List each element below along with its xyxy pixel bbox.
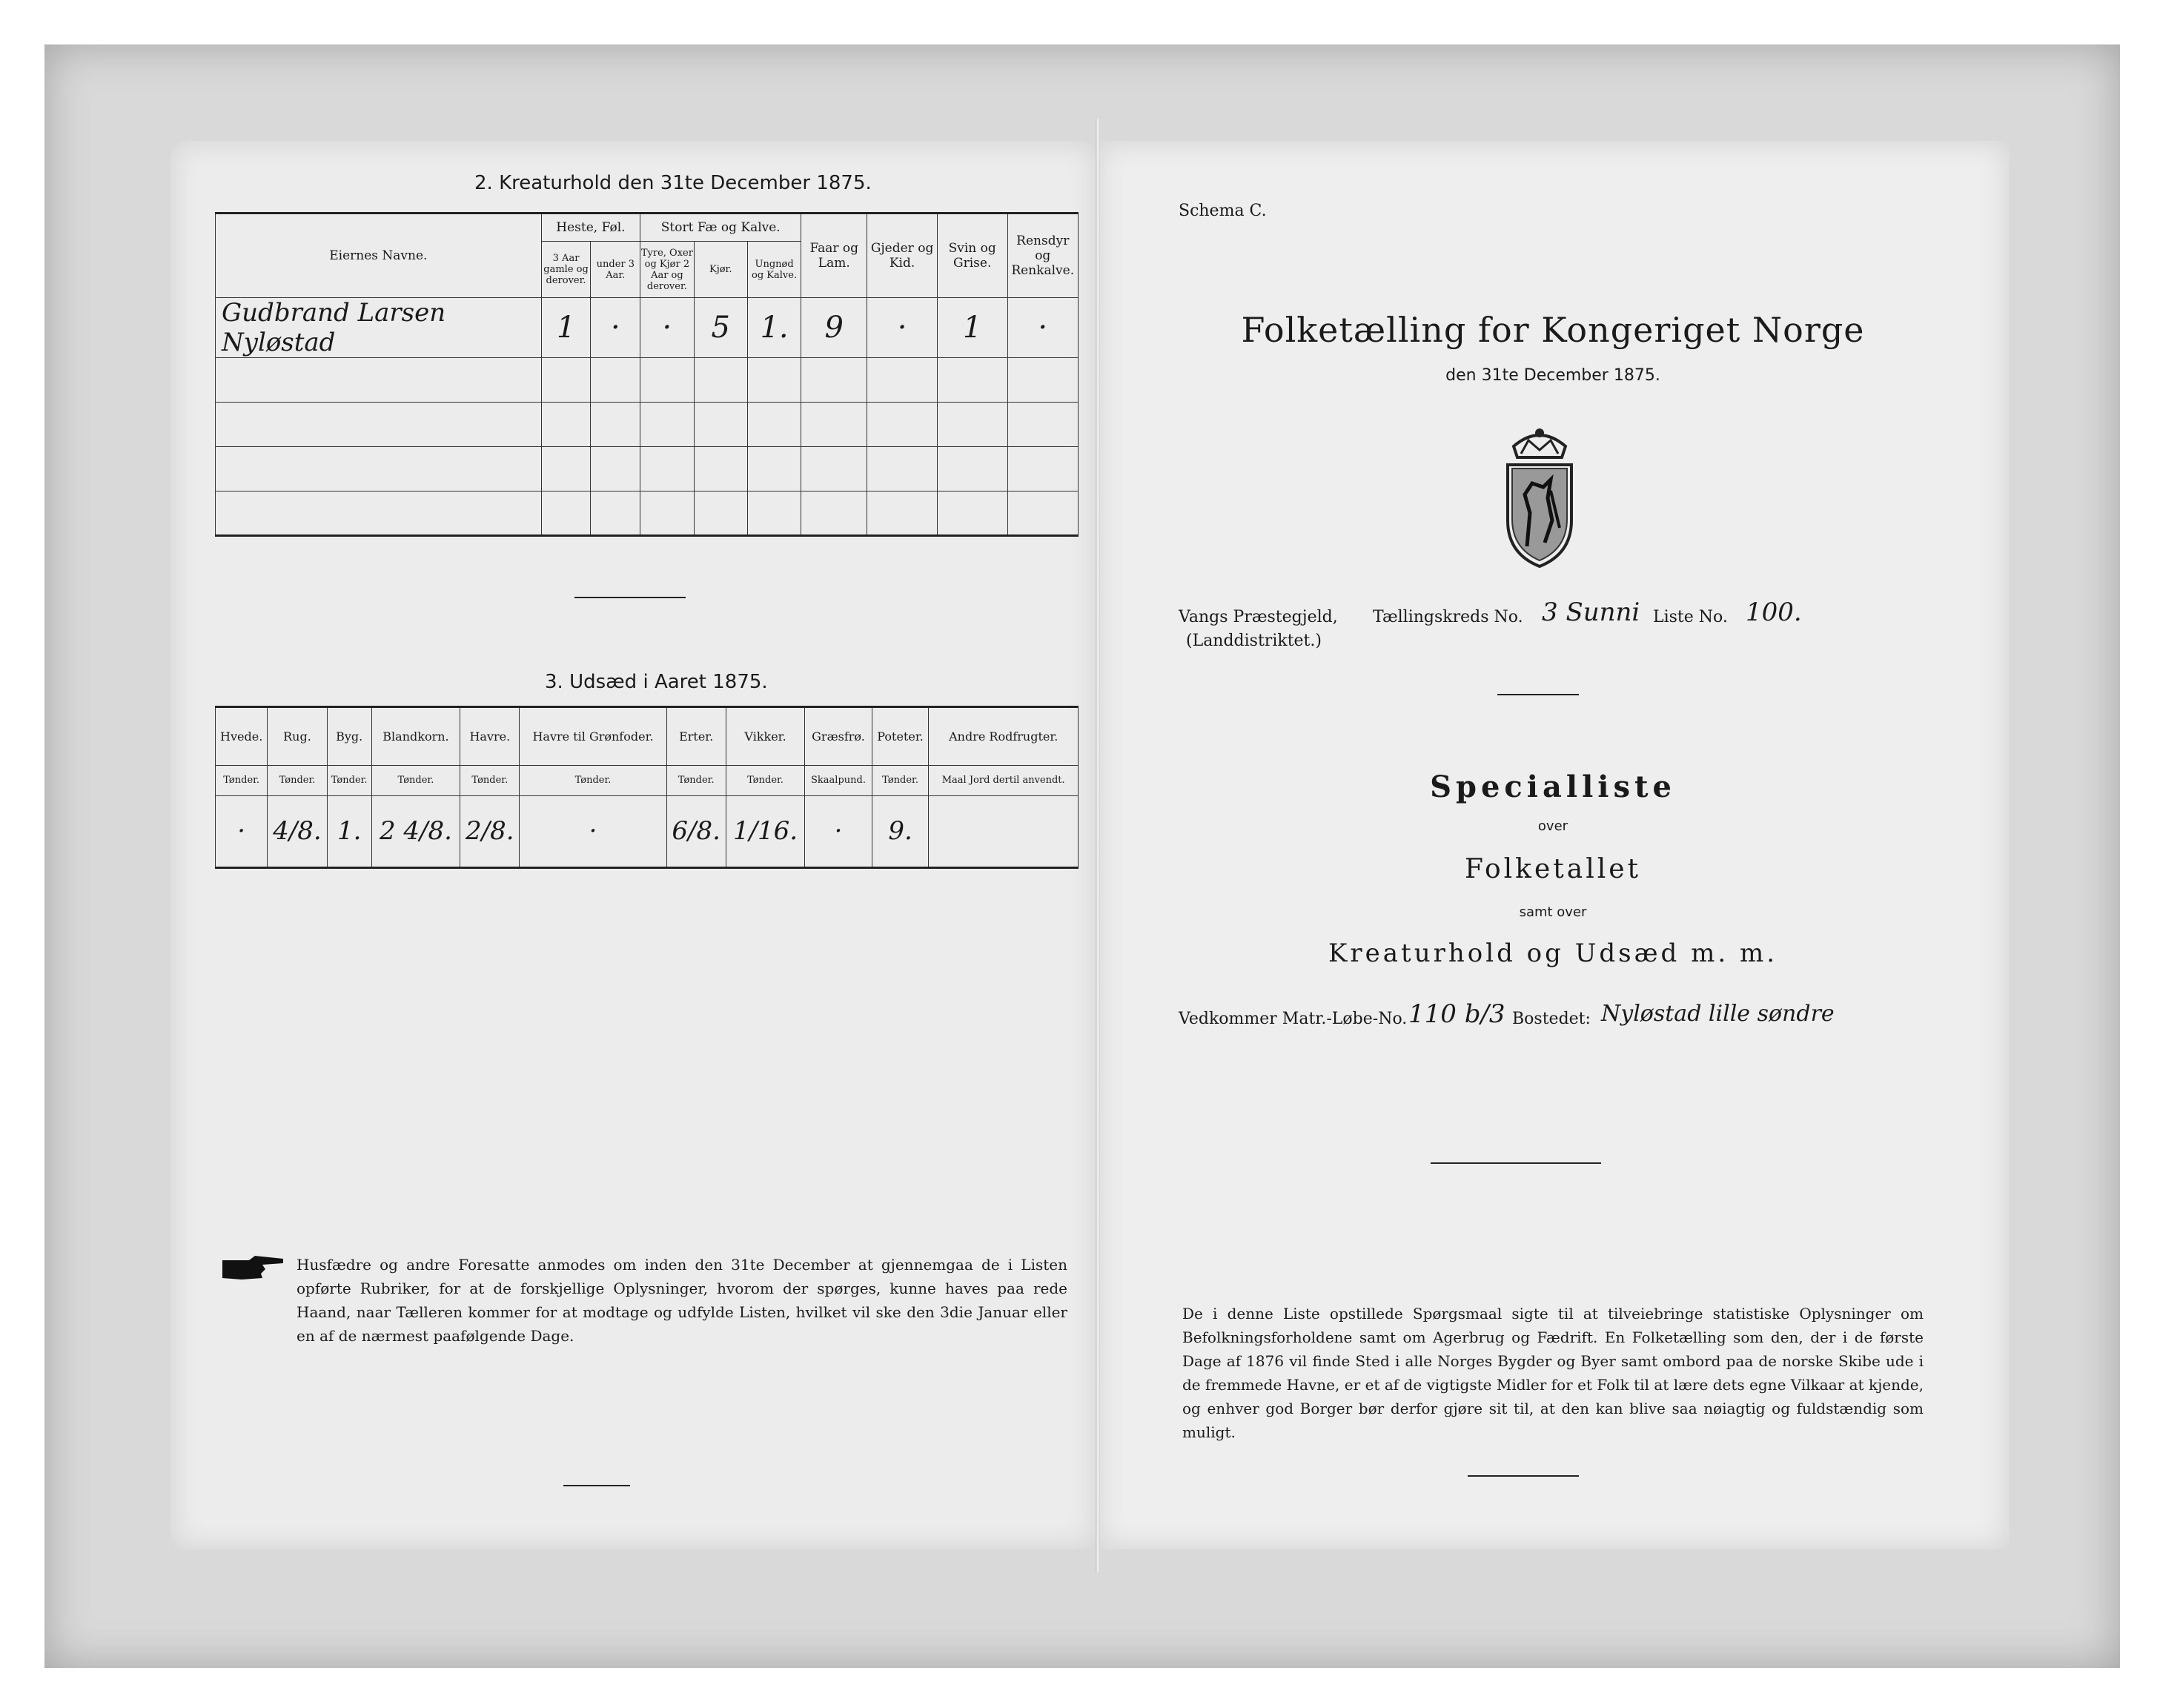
udsaed-value-cell xyxy=(929,795,1079,867)
svin-cell: 1 xyxy=(937,298,1007,358)
pointing-hand-icon xyxy=(219,1253,286,1282)
folketallet-heading: Folketallet xyxy=(1464,854,1642,884)
udsaed-value-cell: · xyxy=(216,795,268,867)
divider xyxy=(574,597,686,598)
udsaed-unit-cell: Tønder. xyxy=(216,766,268,796)
udsaed-value-cell: 1. xyxy=(327,795,371,867)
matr-label: Vedkommer Matr.-Løbe-No. xyxy=(1179,1010,1408,1028)
udsaed-value-cell: 9. xyxy=(872,795,929,867)
udsaed-unit-cell: Skaalpund. xyxy=(805,766,872,796)
udsaed-unit-cell: Tønder. xyxy=(460,766,520,796)
bosted-label: Bostedet: xyxy=(1512,1010,1591,1028)
section2-title: 2. Kreaturhold den 31te December 1875. xyxy=(474,172,872,194)
district-label: (Landdistriktet.) xyxy=(1186,632,1322,650)
col-stort-a-header: Tyre, Oxer og Kjør 2 Aar og derover. xyxy=(640,242,694,298)
date-line: den 31te December 1875. xyxy=(1445,366,1660,385)
udsaed-table xyxy=(215,706,1079,869)
col-heste-header: Heste, Føl. xyxy=(541,214,640,242)
udsaed-header-cell: Hvede. xyxy=(216,707,268,766)
col-rens-header: Rensdyr og Renkalve. xyxy=(1007,214,1079,298)
liste-label: Liste No. xyxy=(1653,608,1728,626)
info-paragraph: De i denne Liste opstillede Spørgsmaal sigte til at tilveiebringe statistiske Oplysninger om Befolkningsforholdene samt om Agerbrug og Fædrift. En Folketælling som den, der i de første Dage af 1876 vil finde Sted i alle Norges Bygder og Byer samt ombord paa de norske Skibe ude i de fremmede Havne, er et af de vigtigste Midler for et Folk til at lære dets egne Vilkaar at kjende, og enhver god Borger bør derfor gjøre sit til, at den kan blive saa nøiagtig og fuldstændig som muligt. xyxy=(1182,1305,1924,1441)
col-stort-b-header: Kjør. xyxy=(694,242,747,298)
col-faar-header: Faar og Lam. xyxy=(801,214,867,298)
specialliste-heading: Specialliste xyxy=(1430,769,1676,804)
udsaed-value-cell: 1/16. xyxy=(726,795,804,867)
col-owner-header: Eiernes Navne. xyxy=(216,214,542,298)
udsaed-value-cell: · xyxy=(805,795,872,867)
udsaed-unit-cell: Tønder. xyxy=(726,766,804,796)
kreaturhold-table xyxy=(215,212,1079,537)
udsaed-unit-cell: Tønder. xyxy=(371,766,460,796)
udsaed-value-cell: · xyxy=(520,795,666,867)
bosted-value: Nyløstad lille søndre xyxy=(1601,1001,1835,1027)
udsaed-value-cell: 4/8. xyxy=(268,795,327,867)
udsaed-header-cell: Græsfrø. xyxy=(805,707,872,766)
udsaed-header-cell: Havre til Grønfoder. xyxy=(520,707,666,766)
table-row xyxy=(216,358,1079,403)
rens-cell: · xyxy=(1007,298,1079,358)
gjeder-cell: · xyxy=(867,298,938,358)
col-heste-b-header: under 3 Aar. xyxy=(591,242,640,298)
table-row xyxy=(216,447,1079,491)
over-text: over xyxy=(1537,818,1568,834)
udsaed-unit-cell: Tønder. xyxy=(268,766,327,796)
heste-a-cell: 1 xyxy=(541,298,591,358)
table-row xyxy=(216,403,1079,447)
table-row xyxy=(216,491,1079,536)
udsaed-unit-cell: Tønder. xyxy=(520,766,666,796)
stort-a-cell: · xyxy=(640,298,694,358)
udsaed-header-cell: Erter. xyxy=(666,707,726,766)
col-heste-a-header: 3 Aar gamle og derover. xyxy=(541,242,591,298)
udsaed-value-cell: 2 4/8. xyxy=(371,795,460,867)
udsaed-header-cell: Byg. xyxy=(327,707,371,766)
section3-title: 3. Udsæd i Aaret 1875. xyxy=(545,671,768,693)
schema-label: Schema C. xyxy=(1179,202,1267,220)
kreds-label: Tællingskreds No. xyxy=(1373,608,1523,626)
heste-b-cell: · xyxy=(591,298,640,358)
col-gjeder-header: Gjeder og Kid. xyxy=(867,214,938,298)
coat-of-arms-icon xyxy=(1499,424,1580,572)
col-svin-header: Svin og Grise. xyxy=(937,214,1007,298)
matr-value: 110 b/3 xyxy=(1408,999,1505,1029)
main-title: Folketælling for Kongeriget Norge xyxy=(1241,310,1865,350)
udsaed-unit-cell: Tønder. xyxy=(327,766,371,796)
udsaed-unit-cell: Maal Jord dertil anvendt. xyxy=(929,766,1079,796)
liste-value: 100. xyxy=(1746,598,1802,627)
col-stort-c-header: Ungnød og Kalve. xyxy=(747,242,801,298)
divider xyxy=(1431,1162,1601,1164)
stort-c-cell: 1. xyxy=(747,298,801,358)
col-stort-header: Stort Fæ og Kalve. xyxy=(640,214,801,242)
divider xyxy=(1497,694,1579,695)
page-fold xyxy=(1096,119,1100,1572)
prestegjeld-label: Vangs Præstegjeld, xyxy=(1179,608,1338,626)
udsaed-header-cell: Vikker. xyxy=(726,707,804,766)
stort-b-cell: 5 xyxy=(694,298,747,358)
faar-cell: 9 xyxy=(801,298,867,358)
udsaed-header-cell: Andre Rodfrugter. xyxy=(929,707,1079,766)
samt-over-text: samt over xyxy=(1519,904,1587,920)
udsaed-header-cell: Blandkorn. xyxy=(371,707,460,766)
divider xyxy=(563,1485,630,1486)
udsaed-header-cell: Poteter. xyxy=(872,707,929,766)
divider xyxy=(1468,1475,1579,1477)
udsaed-value-cell: 2/8. xyxy=(460,795,520,867)
udsaed-unit-cell: Tønder. xyxy=(872,766,929,796)
udsaed-unit-cell: Tønder. xyxy=(666,766,726,796)
udsaed-header-cell: Havre. xyxy=(460,707,520,766)
kreaturhold-heading: Kreaturhold og Udsæd m. m. xyxy=(1328,939,1778,968)
udsaed-header-cell: Rug. xyxy=(268,707,327,766)
udsaed-value-cell: 6/8. xyxy=(666,795,726,867)
owner-name-cell: Gudbrand Larsen Nyløstad xyxy=(216,298,542,358)
kreds-value: 3 Sunni xyxy=(1542,598,1640,627)
notice-text: Husfædre og andre Foresatte anmodes om inden den 31te December at gjennemgaa de i Listen opførte Rubriker, for at de forskjellige Oplysninger, hvorom der spørges, kunne haves paa rede Haand, naar Tælleren kommer for at modtage og udfylde Listen, hvilket vil ske den 3die Januar eller en af de nærmest paafølgende Dage. xyxy=(296,1256,1067,1345)
